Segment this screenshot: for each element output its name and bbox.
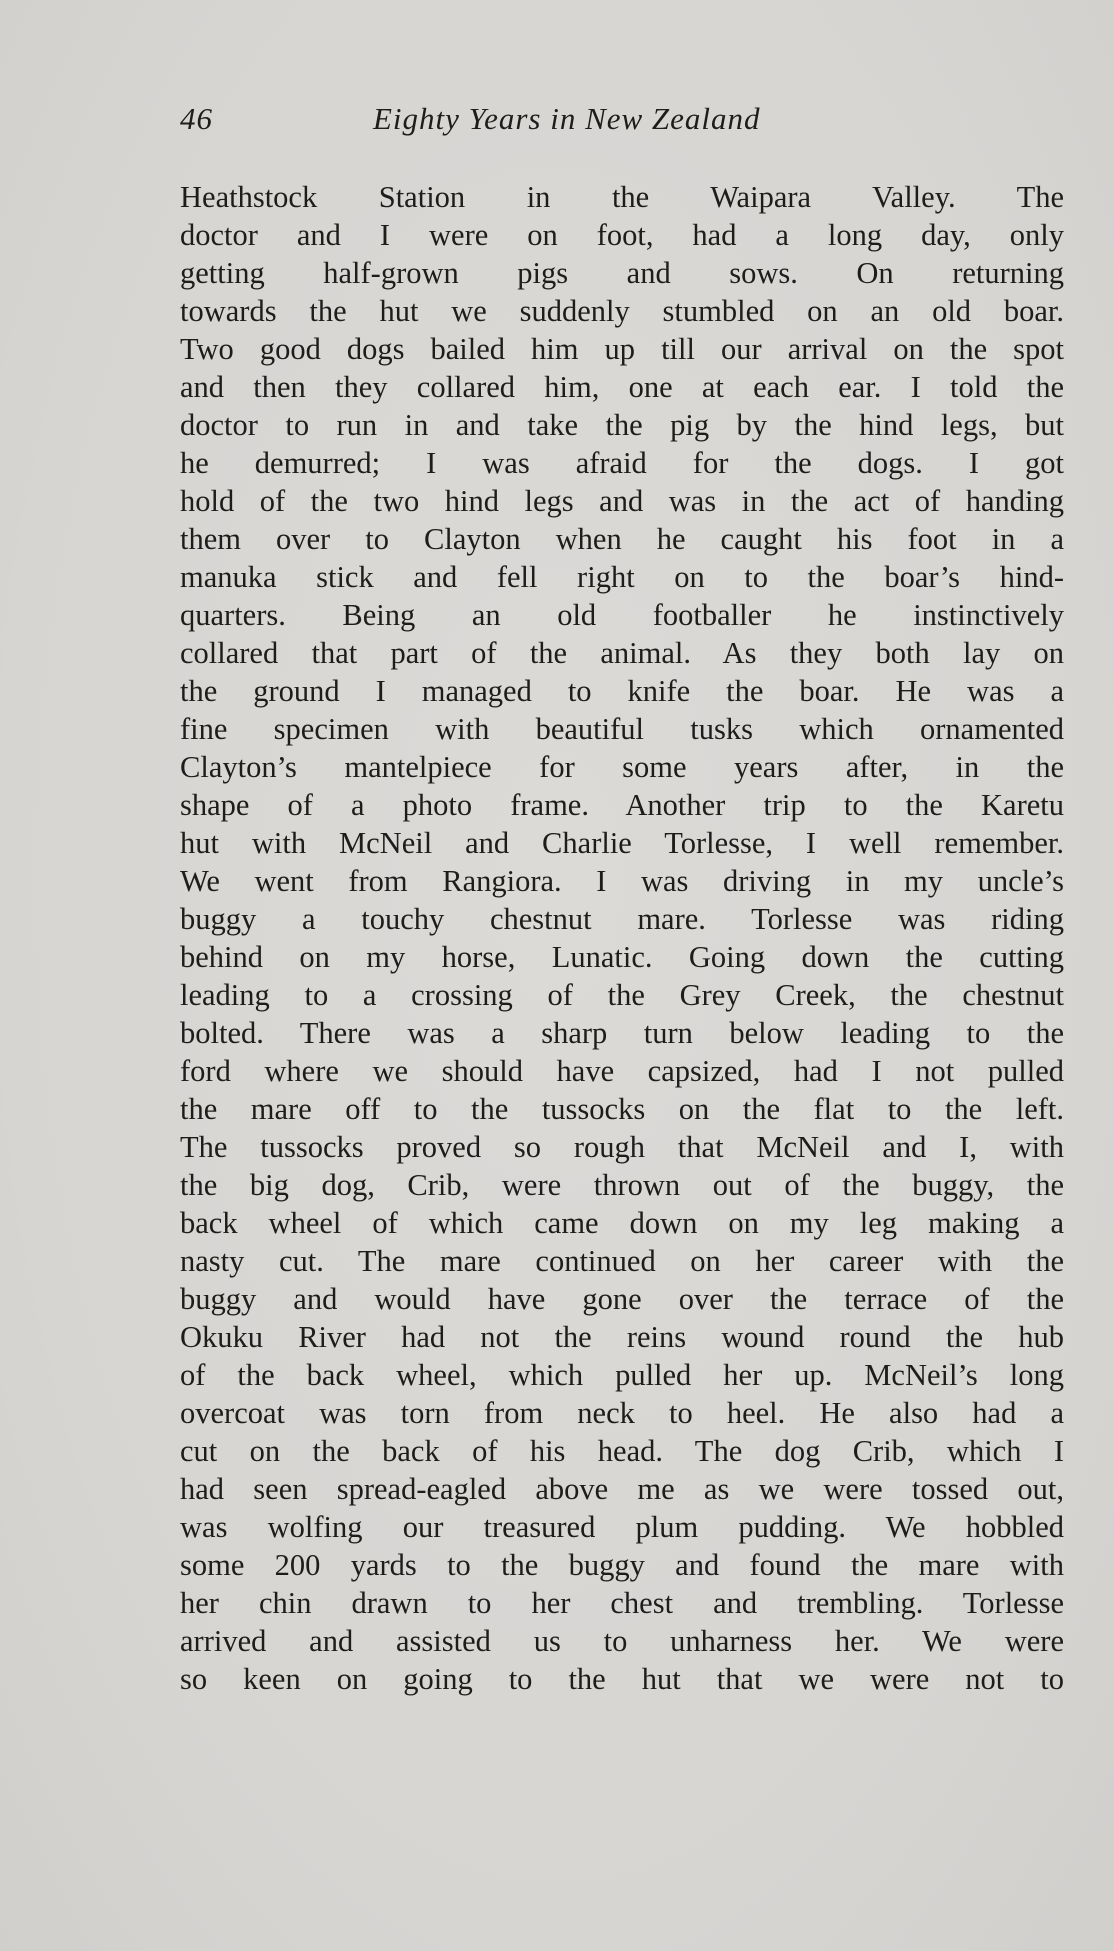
text-line: ford where we should have capsized, had I not pulled xyxy=(180,1054,1064,1088)
text-line: so keen on going to the hut that we were not to xyxy=(180,1662,1064,1696)
text-line: had seen spread-eagled above me as we were tossed out, xyxy=(180,1472,1064,1506)
text-line: cut on the back of his head. The dog Crib, which I xyxy=(180,1434,1064,1468)
text-line: overcoat was torn from neck to heel. He also had a xyxy=(180,1396,1064,1430)
text-line: towards the hut we suddenly stumbled on an old boar. xyxy=(180,294,1064,328)
text-line: of the back wheel, which pulled her up. McNeil’s long xyxy=(180,1358,1064,1392)
text-line: behind on my horse, Lunatic. Going down the cutting xyxy=(180,940,1064,974)
text-line: fine specimen with beautiful tusks which ornamented xyxy=(180,712,1064,746)
body-text xyxy=(180,178,1064,1698)
text-line: the mare off to the tussocks on the flat to the left. xyxy=(180,1092,1064,1126)
text-line: Heathstock Station in the Waipara Valley. The xyxy=(180,180,1064,214)
running-title: Eighty Years in New Zealand xyxy=(373,101,761,136)
text-line: hold of the two hind legs and was in the act of handing xyxy=(180,484,1064,518)
text-line: shape of a photo frame. Another trip to the Karetu xyxy=(180,788,1064,822)
text-line: quarters. Being an old footballer he instinctively xyxy=(180,598,1064,632)
text-line: buggy and would have gone over the terrace of the xyxy=(180,1282,1064,1316)
text-line: Clayton’s mantelpiece for some years after, in the xyxy=(180,750,1064,784)
text-line: the ground I managed to knife the boar. He was a xyxy=(180,674,1064,708)
text-line: her chin drawn to her chest and trembling. Torlesse xyxy=(180,1586,1064,1620)
text-line: Two good dogs bailed him up till our arrival on the spot xyxy=(180,332,1064,366)
text-line: some 200 yards to the buggy and found the mare with xyxy=(180,1548,1064,1582)
text-line: nasty cut. The mare continued on her career with the xyxy=(180,1244,1064,1278)
text-line: back wheel of which came down on my leg making a xyxy=(180,1206,1064,1240)
text-line: doctor to run in and take the pig by the hind legs, but xyxy=(180,408,1064,442)
text-line: he demurred; I was afraid for the dogs. I got xyxy=(180,446,1064,480)
text-line: doctor and I were on foot, had a long day, only xyxy=(180,218,1064,252)
text-line: them over to Clayton when he caught his foot in a xyxy=(180,522,1064,556)
text-line: manuka stick and fell right on to the boar’s hind- xyxy=(180,560,1064,594)
text-line: Okuku River had not the reins wound round the hub xyxy=(180,1320,1064,1354)
text-line: buggy a touchy chestnut mare. Torlesse was riding xyxy=(180,902,1064,936)
text-line: We went from Rangiora. I was driving in my uncle’s xyxy=(180,864,1064,898)
text-line: getting half-grown pigs and sows. On returning xyxy=(180,256,1064,290)
text-line: the big dog, Crib, were thrown out of the buggy, the xyxy=(180,1168,1064,1202)
text-line: was wolfing our treasured plum pudding. We hobbled xyxy=(180,1510,1064,1544)
text-line: bolted. There was a sharp turn below leading to the xyxy=(180,1016,1064,1050)
text-line: hut with McNeil and Charlie Torlesse, I well remember. xyxy=(180,826,1064,860)
text-line: The tussocks proved so rough that McNeil and I, with xyxy=(180,1130,1064,1164)
text-line: arrived and assisted us to unharness her. We were xyxy=(180,1624,1064,1658)
page-header xyxy=(180,101,880,145)
text-line: collared that part of the animal. As they both lay on xyxy=(180,636,1064,670)
page-number: 46 xyxy=(180,101,213,136)
text-line: leading to a crossing of the Grey Creek, the chestnut xyxy=(180,978,1064,1012)
text-line: and then they collared him, one at each ear. I told the xyxy=(180,370,1064,404)
